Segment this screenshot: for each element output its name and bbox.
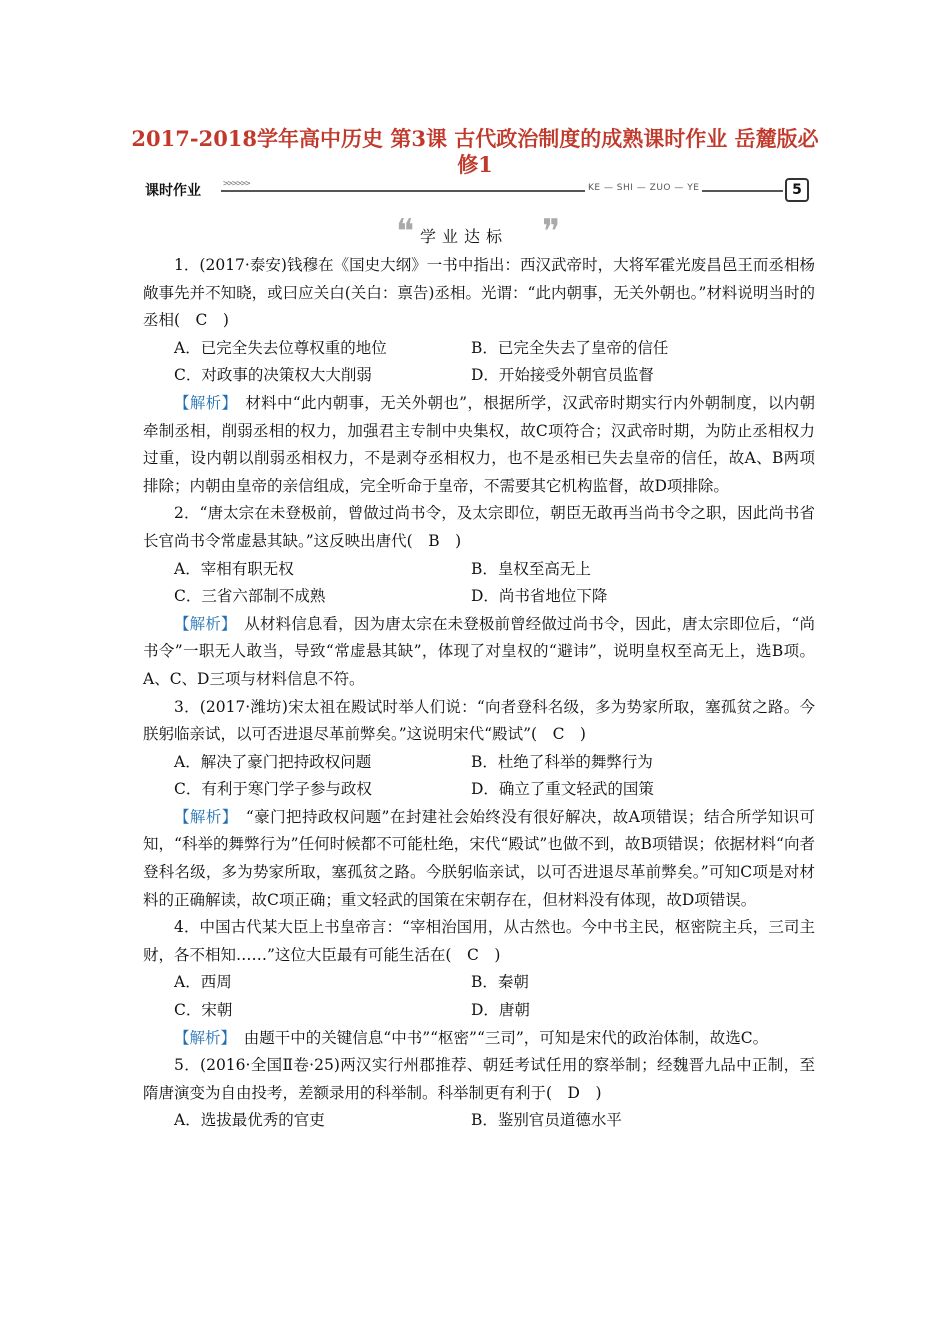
option: D．确立了重文轻武的国策: [471, 780, 654, 799]
option: A．西周: [174, 973, 232, 992]
analysis: [143, 390, 815, 500]
options-row: [143, 997, 815, 1025]
document-title: 2017-2018学年高中历史 第3课 古代政治制度的成熟课时作业 岳麓版必修1: [131, 126, 819, 177]
option: C．宋朝: [174, 1001, 233, 1020]
open-quote-icon: ❝: [396, 212, 415, 252]
options-row: [143, 776, 815, 804]
analysis-tag: 【解析】: [174, 1028, 229, 1047]
analysis-text: 由题干中的关键信息“中书”“枢密”“三司”，可知是宋代的政治体制，故选C。: [228, 1028, 769, 1047]
question-stem: 2．“唐太宗在未登极前，曾做过尚书令，及太宗即位，朝臣无敢再当尚书令之职，因此尚书省长官尚书令常虚悬其缺。”这反映出唐代( B ): [143, 504, 815, 550]
banner-pinyin: KE — SHI — ZUO — YE: [585, 183, 702, 193]
analysis: [143, 611, 815, 694]
options-row: [143, 556, 815, 584]
option: B．秦朝: [471, 973, 529, 992]
question-list: [143, 252, 815, 1135]
analysis: [143, 804, 815, 914]
banner-label: 课时作业: [145, 183, 201, 199]
option: C．对政事的决策权大大削弱: [174, 366, 372, 385]
option: B．鉴别官员道德水平: [471, 1111, 622, 1130]
options-row: [143, 583, 815, 611]
option: A．已完全失去位尊权重的地位: [174, 338, 387, 357]
option: D．开始接受外朝官员监督: [471, 366, 654, 385]
option: B．杜绝了科举的舞弊行为: [471, 752, 653, 771]
question-stem: 4．中国古代某大臣上书皇帝言：“宰相治国用，从古然也。今中书主民，枢密院主兵，三司主财，各不相知……”这位大臣最有可能生活在( C ): [143, 918, 815, 964]
homework-banner: [143, 178, 813, 206]
analysis-text: 材料中“此内朝事，无关外朝也”，根据所学，汉武帝时期实行内外朝制度，以内朝牵制丞相，削弱丞相的权力，加强君主专制中央集权，故C项符合；汉武帝时期，为防止丞相权力过重，设内朝以削弱丞相权力，不是剥夺丞相权力，也不是丞相已失去皇帝的信任，故A、B两项排除；内朝由皇帝的亲信组成，完全听命于皇帝，不需要其它机构监督，故D项排除。: [143, 393, 815, 495]
option: D．尚书省地位下降: [471, 587, 608, 606]
section-heading: [396, 212, 570, 252]
question-stem: 3．(2017·潍坊)宋太祖在殿试时举人们说：“向者登科名级，多为势家所取，塞孤贫之路。今朕躬临亲试，以可否进退尽革前弊矣。”这说明宋代“殿试”( C ): [143, 697, 815, 744]
option: D．唐朝: [471, 1001, 530, 1020]
option: A．选拔最优秀的官吏: [174, 1111, 325, 1130]
options-row: [143, 749, 815, 777]
analysis-tag: 【解析】: [174, 393, 230, 412]
options-row: [143, 335, 815, 363]
section-title: 学业达标: [420, 227, 509, 246]
option: A．宰相有职无权: [174, 559, 294, 578]
options-row: [143, 1107, 815, 1135]
option: C．三省六部制不成熟: [174, 587, 326, 606]
analysis-tag: 【解析】: [174, 614, 229, 633]
analysis: [143, 1025, 815, 1053]
option: B．已完全失去了皇帝的信任: [471, 338, 669, 357]
analysis-text: 从材料信息看，因为唐太宗在未登极前曾经做过尚书令，因此，唐太宗即位后，“尚书令”一职无人敢当，导致“常虚悬其缺”，体现了对皇权的“避讳”，说明皇权至高无上，选B项。A、C、D三项与材料信息不符。: [143, 614, 815, 688]
options-row: [143, 969, 815, 997]
banner-arrows: >>>>>>: [223, 179, 250, 189]
analysis-text: “豪门把持政权问题”在封建社会始终没有很好解决，故A项错误；结合所学知识可知，“科举的舞弊行为”任何时候都不可能杜绝，宋代“殿试”也做不到，故B项错误；依据材料“向者登科名级，多为势家所取，塞孤贫之路。今朕躬临亲试，以可否进退尽革前弊矣。”可知C项是对材料的正确解读，故C项正确；重文轻武的国策在宋朝存在，但材料没有体现，故D项错误。: [143, 807, 815, 909]
option: B．皇权至高无上: [471, 559, 591, 578]
banner-number-badge: 5: [785, 178, 809, 202]
close-quote-icon: ❞: [542, 212, 561, 252]
question-stem: 5．(2016·全国Ⅱ卷·25)两汉实行州郡推荐、朝廷考试任用的察举制；经魏晋九品中正制，至隋唐演变为自由投考，差额录用的科举制。科举制更有利于( D ): [143, 1056, 815, 1102]
question-stem: 1．(2017·泰安)钱穆在《国史大纲》一书中指出：西汉武帝时，大将军霍光废昌邑王而丞相杨敞事先并不知晓，或曰应关白(关白：禀告)丞相。光谓：“此内朝事，无关外朝也。”材料说明当时的丞相( C ): [143, 256, 815, 330]
options-row: [143, 362, 815, 390]
option: C．有利于寒门学子参与政权: [174, 780, 372, 799]
option: A．解决了豪门把持政权问题: [174, 752, 372, 771]
analysis-tag: 【解析】: [174, 807, 230, 826]
